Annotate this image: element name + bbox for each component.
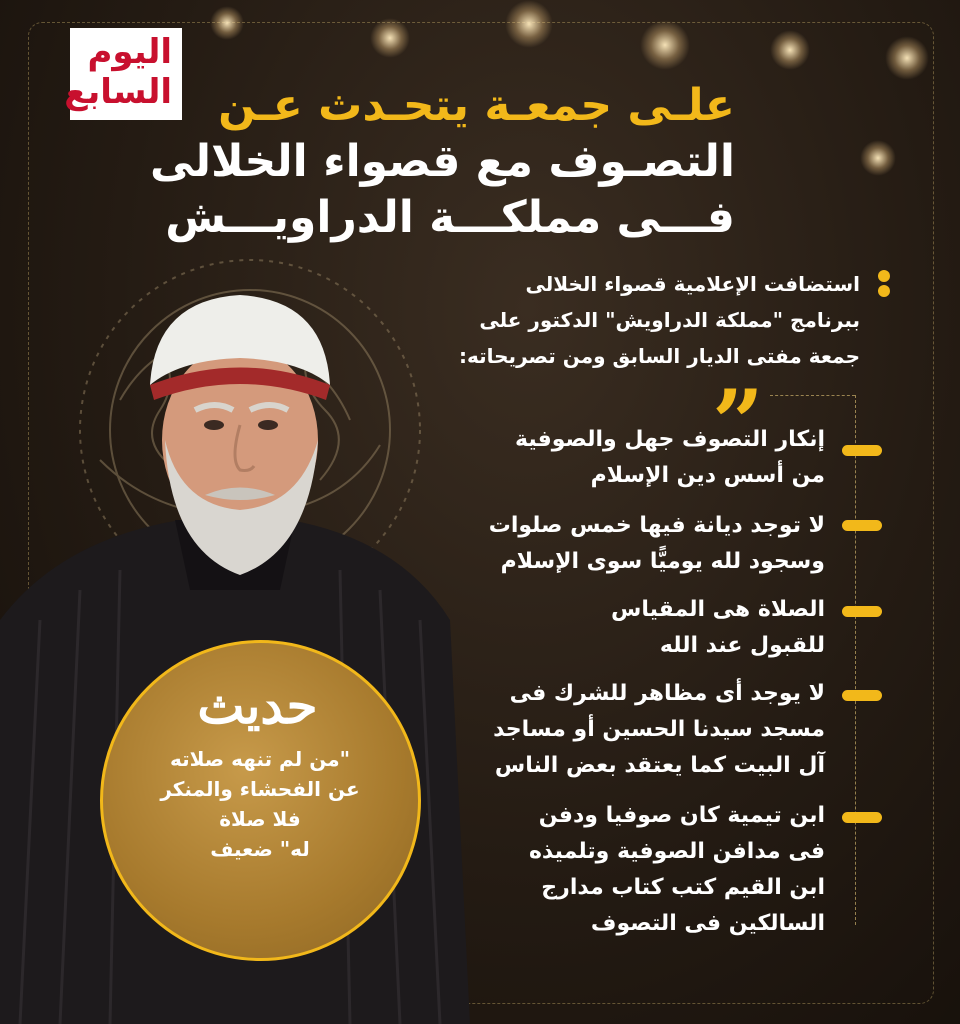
headline-line-3: فـــى مملكـــة الدراويـــش bbox=[165, 192, 735, 243]
hadith-line-1: "من لم تنهه صلاته bbox=[169, 747, 351, 771]
statement-1-line-2: من أسس دين الإسلام bbox=[590, 463, 825, 488]
statement-2 bbox=[445, 508, 825, 580]
brand-logo bbox=[64, 28, 182, 120]
bullet-bar-icon bbox=[842, 520, 882, 531]
light-glow-5 bbox=[885, 36, 929, 80]
statement-5-line-3: ابن القيم كتب كتاب مدارج bbox=[541, 875, 825, 900]
statement-1-line-1: إنكار التصوف جهل والصوفية bbox=[515, 427, 825, 452]
statement-4 bbox=[445, 676, 825, 784]
light-glow-2 bbox=[505, 0, 553, 48]
light-glow-7 bbox=[860, 140, 896, 176]
hadith-text bbox=[140, 744, 380, 864]
intro-line-1: استضافت الإعلامية قصواء الخلالى bbox=[525, 272, 860, 296]
statement-5-line-4: السالكين فى التصوف bbox=[590, 911, 825, 936]
quote-icon: ” bbox=[712, 370, 764, 476]
light-glow-3 bbox=[640, 20, 690, 70]
light-glow-1 bbox=[370, 18, 410, 58]
bullet-bar-icon bbox=[842, 606, 882, 617]
statement-2-line-1: لا توجد ديانة فيها خمس صلوات bbox=[488, 513, 825, 538]
intro-line-3: جمعة مفتى الديار السابق ومن تصريحاته: bbox=[459, 344, 860, 368]
bullet-dot-icon bbox=[878, 285, 890, 297]
statement-4-line-1: لا يوجد أى مظاهر للشرك فى bbox=[509, 681, 825, 706]
statement-5-line-2: فى مدافن الصوفية وتلميذه bbox=[528, 839, 825, 864]
light-glow-4 bbox=[770, 30, 810, 70]
statement-5-line-1: ابن تيمية كان صوفيا ودفن bbox=[538, 803, 825, 828]
bullet-bar-icon bbox=[842, 445, 882, 456]
logo-line-1: اليوم bbox=[87, 32, 172, 72]
statement-4-line-2: مسجد سيدنا الحسين أو مساجد bbox=[493, 717, 825, 742]
hadith-line-3: فلا صلاة bbox=[219, 807, 301, 831]
statement-2-line-2: وسجود لله يوميًّا سوى الإسلام bbox=[500, 549, 825, 574]
statement-3-line-1: الصلاة هى المقياس bbox=[611, 597, 825, 622]
intro-line-2: ببرنامج "مملكة الدراويش" الدكتور على bbox=[479, 308, 860, 332]
headline-line-2: التصـوف مع قصواء الخلالى bbox=[150, 136, 735, 187]
hadith-line-4: له" ضعيف bbox=[210, 837, 310, 861]
statement-4-line-3: آل البيت كما يعتقد بعض الناس bbox=[494, 753, 825, 778]
logo-line-2: السابع bbox=[64, 72, 172, 112]
bullet-bar-icon bbox=[842, 690, 882, 701]
statement-5 bbox=[445, 798, 825, 942]
statement-3-line-2: للقبول عند الله bbox=[659, 633, 825, 658]
hadith-title: حديث bbox=[197, 676, 318, 735]
statement-3 bbox=[445, 592, 825, 664]
hadith-line-2: عن الفحشاء والمنكر bbox=[160, 777, 360, 801]
bullet-dot-icon bbox=[878, 270, 890, 282]
dashed-connector-vertical bbox=[855, 395, 856, 925]
dashed-connector bbox=[770, 395, 855, 396]
statement-1 bbox=[445, 422, 825, 494]
headline-line-1: علـى جمعـة يتحـدث عـن bbox=[218, 80, 735, 131]
light-glow-6 bbox=[210, 6, 244, 40]
intro-paragraph bbox=[410, 266, 860, 374]
bullet-bar-icon bbox=[842, 812, 882, 823]
